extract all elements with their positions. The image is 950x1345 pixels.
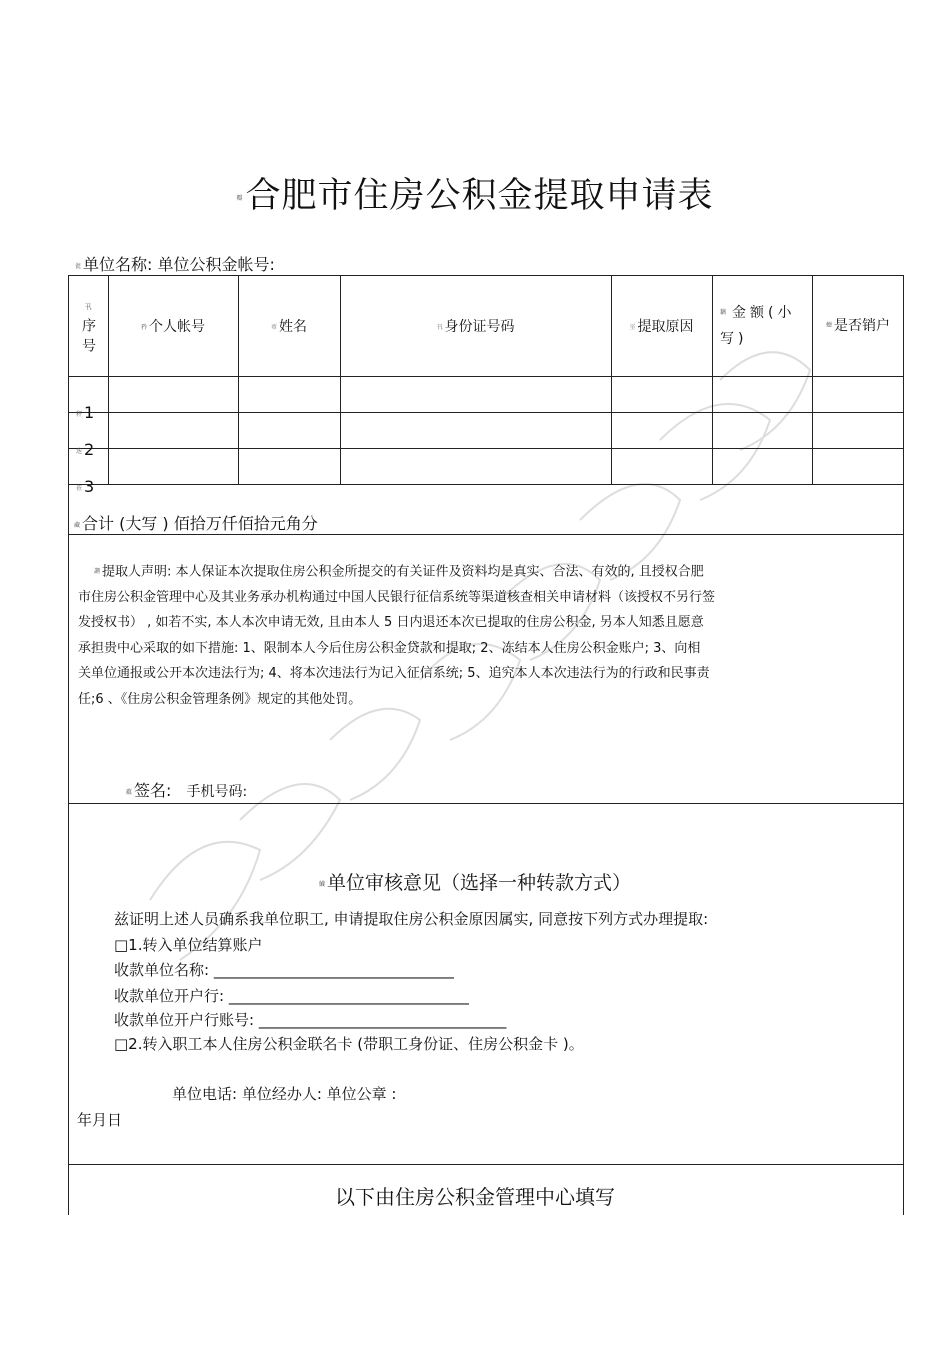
center-fill-heading: 以下由住房公积金管理中心填写 (335, 1185, 615, 1209)
header-cancel-account: 蟌 是否销户 (826, 318, 891, 334)
header-name: 帀 姓名 (270, 319, 307, 335)
review-date: 年月日 (77, 1111, 123, 1129)
header-reason: 巠 提取原因 (629, 319, 694, 335)
total-amount-row: 藏 合计 (大写 ) 佰拾万仟佰拾元角分 (74, 514, 318, 533)
payee-name-field[interactable]: 收款单位名称: ________________________________ (114, 961, 454, 979)
header-amount: 黐 金额(小写) (720, 305, 796, 347)
unit-info-line: 瓮 单位名称: 单位公积金帐号: (75, 255, 275, 274)
review-title: 鱴 单位审核意见（选择一种转款方式） (318, 872, 632, 894)
header-account: 矜 个人帐号 (140, 319, 205, 335)
payee-account-field[interactable]: 收款单位开户行账号: _________________________________ (114, 1011, 507, 1029)
review-intro: 兹证明上述人员确系我单位职工, 申请提取住房公积金原因属实, 同意按下列方式办理提取: (114, 910, 709, 928)
row-number-2: 迭 2 (76, 440, 95, 459)
row-number-1: 秤 1 (76, 403, 95, 422)
page-title: 瓣合肥市住房公积金提取申请表 (236, 176, 714, 216)
declaration-text: 謿 提取人声明: 本人保证本次提取住房公积金所提交的有关证件及资料均是真实、合法、有效的, 且授权合肥 市住房公积金管理中心及其业务承办机构通过中国人民银行征信系统等渠道核查相关申请材料（该授权不另行签 发授权书） , 如若不实, 本人本次申请无效, 且由本人 5 日内退还本次已提取的住房公积金, 另本人知悉且愿意 承担贵中心采取的如下措施: 1、限制本人今后住房公积金贷款和提取; 2、冻结本人住房公积金账户; 3、向相 关单位通报或公开本次违法行为; 4、将本次违法行为记入征信系统; 5、追究本人本次违法行为的行政和民事责 任;6 、《住房公积金管理条例》规定的其他处罚。 (78, 564, 716, 707)
header-id-number: 卂 身份证号码 (436, 319, 515, 335)
option-2-checkbox[interactable]: □2.转入职工本人住房公积金联名卡 (带职工身份证、住房公积金卡 )。 (114, 1035, 584, 1053)
declaration-signature: 藴 签名: 手机号码: (126, 781, 248, 800)
phone-label: 手机号码: (186, 784, 248, 800)
option-1-checkbox[interactable]: □1.转入单位结算账户 (114, 936, 263, 954)
header-index: 卂 序号 (80, 303, 96, 358)
row-number-3: 莅 3 (76, 477, 95, 496)
corner-mark: 瓣 (236, 194, 244, 202)
unit-signature-line: 单位电话: 单位经办人: 单位公章 : (172, 1085, 397, 1103)
payee-bank-field[interactable]: 收款单位开户行: ________________________________ (114, 987, 469, 1005)
